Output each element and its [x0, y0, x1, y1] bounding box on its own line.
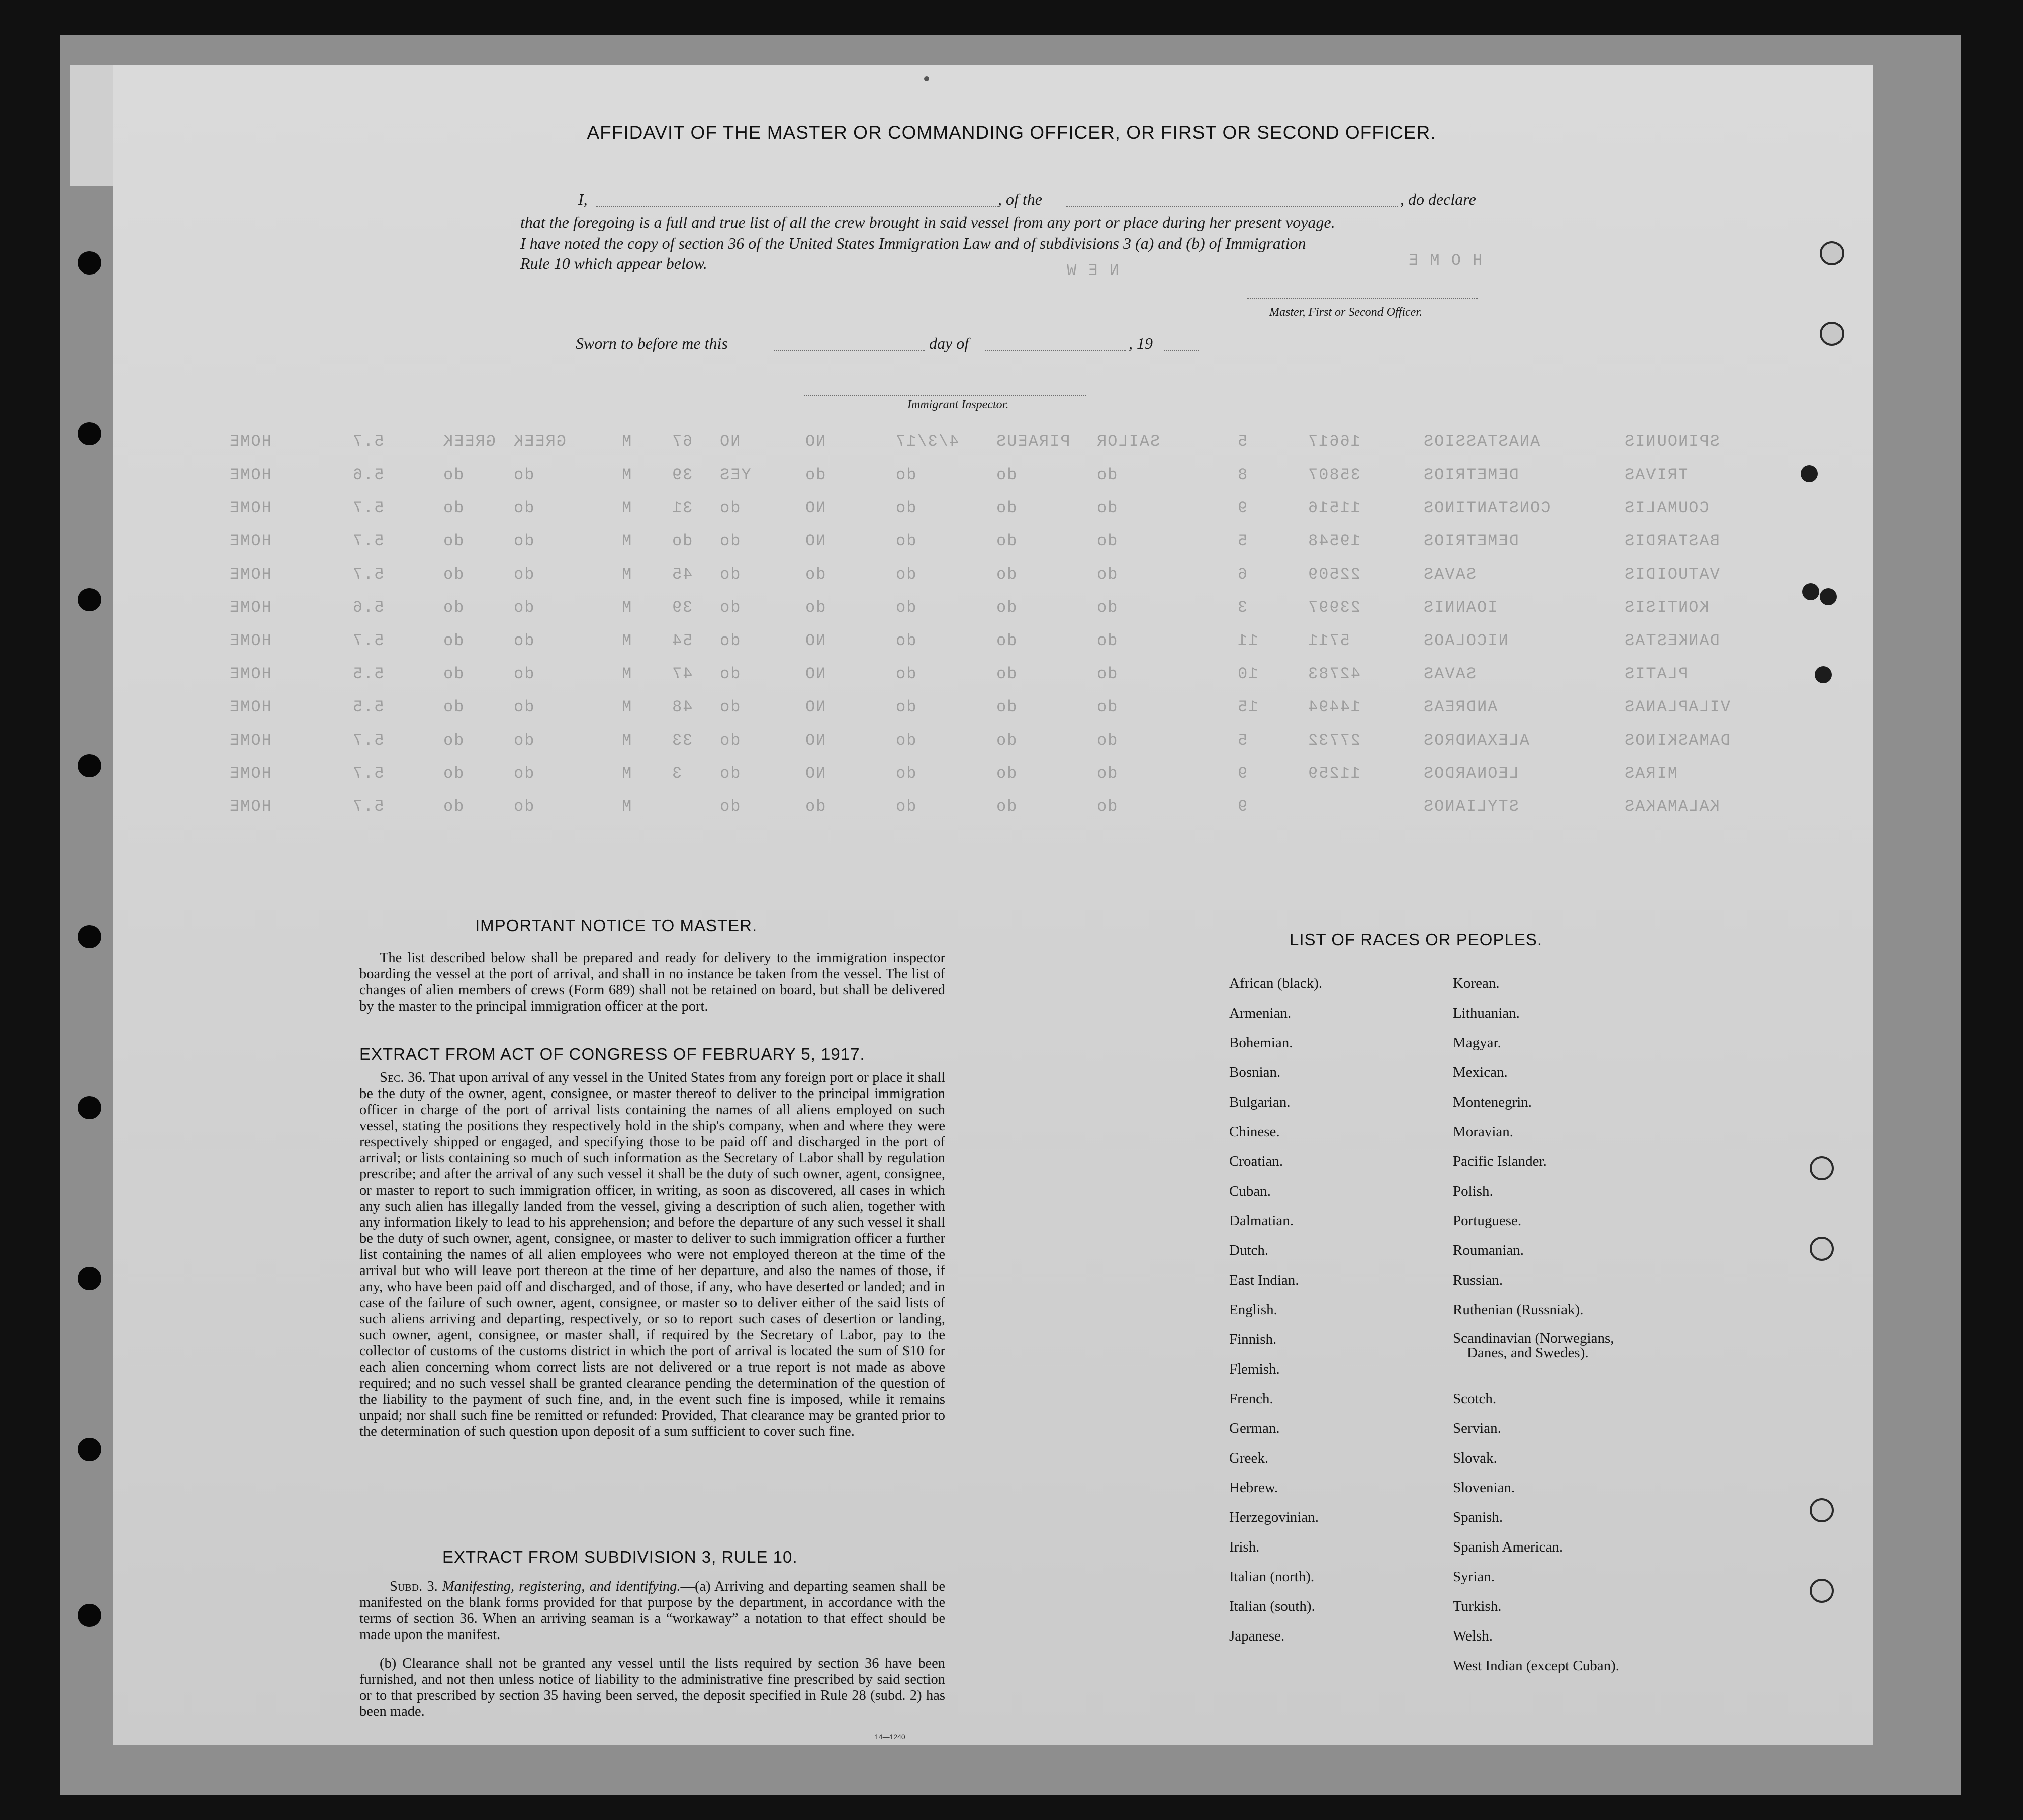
- bleed-through-cell: NO: [804, 698, 826, 716]
- race-item: Magyar.: [1453, 1035, 1501, 1051]
- rule-body-a: —(a) Arriving and departing seamen shall be manifested on the blank forms provided for that purpose by the department, in accordance with the terms of section 36. When an arriving seaman is a “workaway” a notation to that effect should be made upon the manifest.: [359, 1579, 945, 1643]
- bleed-through-cell: 5711: [1307, 631, 1350, 650]
- bleed-through-cell: do: [1096, 665, 1118, 683]
- race-item: Flemish.: [1229, 1361, 1280, 1377]
- binder-hole: [78, 925, 101, 948]
- bleed-through-cell: 5.7: [352, 764, 384, 783]
- race-item: Chinese.: [1229, 1124, 1280, 1140]
- affidavit-of-the: , of the: [998, 190, 1042, 208]
- bleed-through-cell: do: [513, 764, 534, 783]
- affidavit-do-declare: , do declare: [1400, 190, 1476, 208]
- bleed-through-cell: do: [804, 598, 826, 617]
- bleed-through-cell: COUMALIS: [1624, 499, 1709, 517]
- bleed-through-text: H O M E: [1408, 251, 1483, 270]
- bleed-through-cell: 33: [671, 731, 693, 750]
- bleed-through-cell: 9: [1237, 764, 1248, 783]
- bleed-through-cell: 22509: [1307, 565, 1361, 584]
- bleed-through-cell: do: [895, 565, 916, 584]
- race-item: Roumanian.: [1453, 1242, 1524, 1258]
- bleed-through-cell: 23997: [1307, 598, 1361, 617]
- binder-hole: [78, 251, 101, 275]
- affidavit-line-3: I have noted the copy of section 36 of the United States Immigration Law and of subdivisions 3 (a) and (b) of Immigration: [520, 234, 1306, 252]
- bleed-through-cell: 11516: [1307, 499, 1361, 517]
- race-item: Armenian.: [1229, 1005, 1292, 1021]
- bleed-through-cell: 14494: [1307, 698, 1361, 716]
- binder-hole: [78, 1604, 101, 1627]
- race-item: Turkish.: [1453, 1598, 1502, 1614]
- races-heading: LIST OF RACES OR PEOPLES.: [1290, 930, 1543, 949]
- races-column-1: [1229, 975, 1322, 1658]
- sworn-month-field[interactable]: [985, 350, 1126, 351]
- bleed-through-cell: HOME: [229, 764, 271, 783]
- bleed-through-cell: 5.7: [352, 432, 384, 451]
- race-item-scandinavian-line2: Danes, and Swedes).: [1467, 1345, 1589, 1361]
- bleed-through-cell: 48: [671, 698, 693, 716]
- bleed-through-cell: do: [442, 731, 464, 750]
- race-item: Servian.: [1453, 1420, 1501, 1436]
- day-of-label: day of: [929, 334, 969, 352]
- bleed-through-cell: do: [719, 698, 741, 716]
- bleed-through-cell: 4/3/17: [895, 432, 959, 451]
- bleed-through-cell: do: [804, 797, 826, 816]
- bleed-through-cell: 9: [1237, 499, 1248, 517]
- bleed-through-cell: NICOLAOS: [1423, 631, 1508, 650]
- bleed-through-text: N E W: [1066, 261, 1120, 280]
- bleed-through-cell: do: [442, 698, 464, 716]
- bleed-through-cell: IOANNIS: [1423, 598, 1498, 617]
- race-item: Welsh.: [1453, 1628, 1493, 1644]
- race-item: Bulgarian.: [1229, 1094, 1291, 1110]
- punch-hole: [1810, 1156, 1834, 1180]
- bleed-through-cell: NO: [804, 532, 826, 551]
- bleed-through-cell: do: [1096, 499, 1118, 517]
- bleed-through-cell: do: [719, 598, 741, 617]
- punch-mark: [1801, 465, 1818, 482]
- bleed-through-cell: 8: [1237, 466, 1248, 484]
- bleed-through-cell: 5.7: [352, 565, 384, 584]
- rule-subd-label: Subd. 3.: [390, 1579, 438, 1594]
- bleed-through-cell: NO: [804, 432, 826, 451]
- bleed-through-cell: do: [895, 731, 916, 750]
- race-item: French.: [1229, 1391, 1273, 1407]
- bleed-through-cell: HOME: [229, 698, 271, 716]
- act-body: That upon arrival of any vessel in the United States from any foreign port or place it shall be the duty of the owner, agent, consignee, or master thereof to deliver to the principal immigration officer in charge of the port of arrival lists containing the names of all aliens employed on such vessel, stating the positions they respectively hold in the ship's company, when and where they were respectively shipped or engaged, and specifying those to be paid off and discharged in the port of arrival; or lists containing so much of such information as the Secretary of Labor shall by regulation prescribe; and after the arrival of any such vessel it shall be the duty of such owner, agent, consignee, or master to report to such immigration officer, in writing, as soon as discovered, all cases in which any such alien has illegally landed from the vessel, giving a description of such alien, together with any information likely to lead to his apprehension; and before the departure of any such vessel it shall be the duty of such owner, agent, consignee, or master to deliver to such immigration officer a further list containing the names of all alien employees who were not employed thereon at the time of the arrival but who will leave port thereon at the time of her departure, and also the names of those, if any, who have been paid off and discharged, and of those, if any, who have deserted or landed; and in case of the failure of such owner, agent, consignee, or master so to deliver either of the said lists of such aliens arriving and departing, respectively, or so to report such cases of desertion or landing, such owner, agent, consignee, or master shall, if required by the Secretary of Labor, pay to the collector of customs of the customs district in which the port of arrival is located the sum of $10 for each alien concerning whom correct lists are not delivered or a true report is not made as above required; and no such vessel shall be granted clearance pending the determination of the question of the liability to the payment of such fine, and, in the event such fine is imposed, while it remains unpaid; nor shall such fine be remitted or refunded: Provided, That clearance may be granted prior to the determination of such question upon deposit of a sum sufficient to cover such fine.: [359, 1070, 945, 1439]
- bleed-through-cell: do: [995, 631, 1017, 650]
- affidavit-line-4: Rule 10 which appear below.: [520, 254, 707, 272]
- bleed-through-cell: M: [621, 532, 632, 551]
- punch-mark: [1815, 666, 1832, 683]
- bleed-through-cell: DEMETRIOS: [1423, 466, 1519, 484]
- bleed-through-cell: HOME: [229, 665, 271, 683]
- bleed-through-cell: LEONARDOS: [1423, 764, 1519, 783]
- rule-text-b: [359, 1656, 945, 1720]
- punch-hole: [1820, 322, 1844, 346]
- bleed-through-cell: do: [513, 466, 534, 484]
- bleed-through-cell: NO: [804, 731, 826, 750]
- bleed-through-cell: do: [1096, 532, 1118, 551]
- race-item: Dutch.: [1229, 1242, 1269, 1258]
- sworn-year-field[interactable]: [1164, 350, 1199, 351]
- bleed-through-cell: STYLIANOS: [1423, 797, 1519, 816]
- race-item: Spanish American.: [1453, 1539, 1564, 1555]
- bleed-through-cell: do: [719, 797, 741, 816]
- bleed-through-cell: do: [442, 598, 464, 617]
- bleed-through-cell: do: [895, 764, 916, 783]
- bleed-through-cell: 16617: [1307, 432, 1361, 451]
- race-item: Moravian.: [1453, 1124, 1513, 1140]
- bleed-through-cell: do: [1096, 466, 1118, 484]
- bleed-through-cell: HOME: [229, 499, 271, 517]
- race-item: African (black).: [1229, 975, 1323, 991]
- race-item: Italian (south).: [1229, 1598, 1315, 1614]
- bleed-through-cell: M: [621, 764, 632, 783]
- race-item: Mexican.: [1453, 1064, 1508, 1080]
- bleed-through-cell: do: [895, 698, 916, 716]
- bleed-through-cell: M: [621, 466, 632, 484]
- binder-hole: [78, 1438, 101, 1461]
- bleed-through-cell: M: [621, 698, 632, 716]
- bleed-through-cell: HOME: [229, 797, 271, 816]
- bleed-through-cell: 11: [1237, 631, 1258, 650]
- bleed-through-cell: do: [995, 665, 1017, 683]
- rule-text-a: [359, 1579, 945, 1643]
- bleed-through-cell: do: [719, 532, 741, 551]
- bleed-through-cell: do: [513, 797, 534, 816]
- bleed-through-cell: 5.7: [352, 532, 384, 551]
- bleed-through-cell: BASTARDIS: [1624, 532, 1720, 551]
- race-item: Pacific Islander.: [1453, 1153, 1547, 1169]
- inspector-label: Immigrant Inspector.: [907, 398, 1009, 411]
- bleed-through-cell: DAMASKINOS: [1624, 731, 1731, 750]
- bleed-through-cell: do: [1096, 598, 1118, 617]
- race-item: Montenegrin.: [1453, 1094, 1532, 1110]
- bleed-through-cell: do: [442, 532, 464, 551]
- act-heading: EXTRACT FROM ACT OF CONGRESS OF FEBRUARY 5, 1917.: [359, 1045, 865, 1063]
- rule-subd-title: Manifesting, registering, and identifying.: [442, 1579, 681, 1594]
- bleed-through-cell: 35807: [1307, 466, 1361, 484]
- race-item: East Indian.: [1229, 1272, 1299, 1288]
- race-item: Scotch.: [1453, 1391, 1497, 1407]
- punch-mark: [1820, 588, 1837, 605]
- bleed-through-cell: M: [621, 565, 632, 584]
- bleed-through-cell: HOME: [229, 432, 271, 451]
- bleed-through-cell: HOME: [229, 598, 271, 617]
- bleed-through-cell: DANKESTAS: [1624, 631, 1720, 650]
- master-name-field[interactable]: [596, 206, 998, 207]
- bleed-through-cell: do: [513, 631, 534, 650]
- bleed-through-cell: do: [1096, 698, 1118, 716]
- bleed-through-cell: do: [995, 731, 1017, 750]
- bleed-through-cell: HOME: [229, 565, 271, 584]
- act-text: [359, 1070, 945, 1440]
- master-signature-label: Master, First or Second Officer.: [1269, 306, 1422, 319]
- binder-hole: [78, 1267, 101, 1290]
- bleed-through-cell: M: [621, 631, 632, 650]
- bleed-through-cell: PLATIS: [1624, 665, 1688, 683]
- bleed-through-cell: HOME: [229, 631, 271, 650]
- bleed-through-cell: do: [719, 764, 741, 783]
- bleed-through-cell: do: [719, 631, 741, 650]
- bleed-through-cell: NO: [719, 432, 741, 451]
- bleed-through-cell: do: [1096, 797, 1118, 816]
- bleed-through-cell: SAVAS: [1423, 565, 1477, 584]
- bleed-through-cell: do: [513, 598, 534, 617]
- bleed-through-cell: M: [621, 665, 632, 683]
- bleed-through-cell: HOME: [229, 466, 271, 484]
- race-item: Croatian.: [1229, 1153, 1283, 1169]
- bleed-through-cell: do: [995, 466, 1017, 484]
- bleed-through-cell: 5.6: [352, 598, 384, 617]
- bleed-through-cell: 42783: [1307, 665, 1361, 683]
- bleed-through-cell: M: [621, 432, 632, 451]
- bleed-through-cell: do: [442, 565, 464, 584]
- bleed-through-cell: 15: [1237, 698, 1258, 716]
- race-item: Bohemian.: [1229, 1035, 1293, 1051]
- bleed-through-cell: GREEK: [513, 432, 567, 451]
- bleed-through-cell: 3: [1237, 598, 1248, 617]
- bleed-through-cell: 5: [1237, 731, 1248, 750]
- binder-hole: [78, 422, 101, 445]
- bleed-through-cell: 54: [671, 631, 693, 650]
- race-item: Bosnian.: [1229, 1064, 1281, 1080]
- race-item-scandinavian: [1453, 1331, 1664, 1391]
- act-section-label: Sec. 36.: [380, 1070, 426, 1085]
- bleed-through-cell: 39: [671, 466, 693, 484]
- bleed-through-cell: CONSTANTINOS: [1423, 499, 1551, 517]
- bleed-through-cell: do: [895, 499, 916, 517]
- bleed-through-cell: 5: [1237, 532, 1248, 551]
- bleed-through-cell: 5: [1237, 432, 1248, 451]
- vessel-name-field[interactable]: [1066, 206, 1398, 207]
- race-item: Syrian.: [1453, 1569, 1495, 1585]
- bleed-through-cell: do: [995, 764, 1017, 783]
- race-item: Hebrew.: [1229, 1480, 1278, 1496]
- bleed-through-cell: 10: [1237, 665, 1258, 683]
- bleed-through-cell: YES: [719, 466, 751, 484]
- bleed-through-cell: do: [442, 764, 464, 783]
- bleed-through-cell: 5.7: [352, 499, 384, 517]
- bleed-through-cell: do: [513, 532, 534, 551]
- bleed-through-cell: do: [719, 731, 741, 750]
- race-item: English.: [1229, 1302, 1277, 1318]
- bleed-through-cell: do: [1096, 764, 1118, 783]
- bleed-through-cell: do: [995, 532, 1017, 551]
- binder-hole: [78, 588, 101, 611]
- bleed-through-cell: NO: [804, 499, 826, 517]
- bleed-through-cell: do: [442, 665, 464, 683]
- bleed-through-cell: 6: [1237, 565, 1248, 584]
- bleed-through-cell: NO: [804, 665, 826, 683]
- bleed-through-cell: do: [804, 466, 826, 484]
- bleed-through-cell: do: [513, 665, 534, 683]
- notice-text: [359, 950, 945, 1015]
- bleed-through-cell: 5.7: [352, 631, 384, 650]
- bleed-through-cell: do: [895, 797, 916, 816]
- bleed-through-cell: do: [804, 565, 826, 584]
- bleed-through-cell: do: [442, 466, 464, 484]
- bleed-through-cell: do: [895, 532, 916, 551]
- race-item-scandinavian-line1: Scandinavian (Norwegians,: [1453, 1330, 1614, 1346]
- bleed-through-cell: PIRAEUS: [995, 432, 1070, 451]
- bleed-through-cell: 5.6: [352, 466, 384, 484]
- bleed-through-cell: SAVAS: [1423, 665, 1477, 683]
- bleed-through-cell: 5.5: [352, 665, 384, 683]
- bleed-through-cell: do: [895, 665, 916, 683]
- bleed-through-cell: do: [513, 698, 534, 716]
- bleed-through-cell: ANASTASSIOS: [1423, 432, 1540, 451]
- bleed-through-cell: ANDREAS: [1423, 698, 1498, 716]
- race-item: Slovenian.: [1453, 1480, 1515, 1496]
- bleed-through-cell: do: [995, 698, 1017, 716]
- punch-hole: [1820, 241, 1844, 265]
- bleed-through-cell: do: [442, 797, 464, 816]
- race-item: Irish.: [1229, 1539, 1260, 1555]
- bleed-through-cell: 9: [1237, 797, 1248, 816]
- bleed-through-cell: do: [671, 532, 693, 551]
- race-item: Portuguese.: [1453, 1213, 1522, 1229]
- punch-mark: [1802, 583, 1819, 600]
- bleed-through-cell: SPINOUNIS: [1624, 432, 1720, 451]
- bleed-through-cell: NO: [804, 764, 826, 783]
- bleed-through-cell: M: [621, 598, 632, 617]
- rule-body-b: (b) Clearance shall not be granted any vessel until the lists required by section 36 have been furnished, and not then unless notice of liability to the administrative fine prescribed by said section or to that prescribed by section 35 having been served, the deposit specified in Rule 28 (subd. 2) has been made.: [359, 1656, 945, 1719]
- bleed-through-cell: do: [719, 665, 741, 683]
- race-item: Polish.: [1453, 1183, 1493, 1199]
- bleed-through-cell: do: [513, 565, 534, 584]
- bleed-through-cell: M: [621, 797, 632, 816]
- notice-heading: IMPORTANT NOTICE TO MASTER.: [475, 916, 758, 935]
- bleed-through-cell: do: [719, 499, 741, 517]
- race-item: Cuban.: [1229, 1183, 1271, 1199]
- sworn-label: Sworn to before me this: [576, 334, 728, 352]
- bleed-through-cell: do: [995, 598, 1017, 617]
- race-item: Herzegovinian.: [1229, 1509, 1319, 1525]
- bleed-through-cell: VILAPLANAS: [1624, 698, 1731, 716]
- affidavit-line-2: that the foregoing is a full and true list of all the crew brought in said vessel from any port or place during her present voyage.: [520, 213, 1335, 231]
- bleed-through-cell: 27732: [1307, 731, 1361, 750]
- race-item: Greek.: [1229, 1450, 1269, 1466]
- bleed-through-cell: do: [995, 797, 1017, 816]
- bleed-through-cell: 5.5: [352, 698, 384, 716]
- bleed-through-cell: do: [513, 731, 534, 750]
- bleed-through-cell: do: [442, 631, 464, 650]
- inspector-signature-field[interactable]: [804, 395, 1086, 396]
- punch-hole: [1810, 1237, 1834, 1261]
- bleed-through-cell: TRIVAS: [1624, 466, 1688, 484]
- bleed-through-cell: 3: [671, 764, 682, 783]
- bleed-through-cell: do: [895, 466, 916, 484]
- bleed-through-cell: M: [621, 499, 632, 517]
- race-item: Spanish.: [1453, 1509, 1503, 1525]
- bleed-through-cell: 11259: [1307, 764, 1361, 783]
- notice-body: The list described below shall be prepared and ready for delivery to the immigration inspector boarding the vessel at the port of arrival, and shall in no instance be taken from the vessel. The list of changes of alien members of crews (Form 689) shall not be retained on board, but shall be delivered by the master to the principal immigration officer at the port.: [359, 950, 945, 1014]
- race-item: Slovak.: [1453, 1450, 1497, 1466]
- race-item: Lithuanian.: [1453, 1005, 1520, 1021]
- bleed-through-cell: 39: [671, 598, 693, 617]
- bleed-through-cell: 47: [671, 665, 693, 683]
- bleed-through-cell: do: [1096, 731, 1118, 750]
- binder-hole: [78, 1096, 101, 1119]
- bleed-through-cell: DEMETRIOS: [1423, 532, 1519, 551]
- bleed-through-cell: MIRAS: [1624, 764, 1678, 783]
- bleed-through-cell: 67: [671, 432, 693, 451]
- bleed-through-cell: ALEXANDROS: [1423, 731, 1530, 750]
- race-item: Finnish.: [1229, 1331, 1277, 1347]
- bleed-through-cell: 19548: [1307, 532, 1361, 551]
- race-item: Italian (north).: [1229, 1569, 1315, 1585]
- affidavit-i-label: I,: [578, 190, 588, 208]
- punch-hole: [1810, 1579, 1834, 1603]
- bleed-through-cell: do: [719, 565, 741, 584]
- bleed-through-cell: SAILOR: [1096, 432, 1160, 451]
- bleed-through-cell: do: [1096, 565, 1118, 584]
- bleed-through-cell: 45: [671, 565, 693, 584]
- sworn-day-field[interactable]: [774, 350, 925, 351]
- year-label: , 19: [1129, 334, 1153, 352]
- bleed-through-cell: HOME: [229, 532, 271, 551]
- bleed-through-cell: VATUOIDIS: [1624, 565, 1720, 584]
- bleed-through-cell: do: [513, 499, 534, 517]
- bleed-through-cell: M: [621, 731, 632, 750]
- bleed-through-cell: 31: [671, 499, 693, 517]
- bleed-through-cell: do: [895, 598, 916, 617]
- race-item: Dalmatian.: [1229, 1213, 1294, 1229]
- bleed-through-cell: NO: [804, 631, 826, 650]
- rule-heading: EXTRACT FROM SUBDIVISION 3, RULE 10.: [442, 1548, 798, 1566]
- races-column-2: [1453, 975, 1664, 1687]
- master-signature-field[interactable]: [1247, 298, 1478, 299]
- binder-hole: [78, 754, 101, 777]
- bleed-through-cell: do: [995, 565, 1017, 584]
- bleed-through-cell: do: [1096, 631, 1118, 650]
- bleed-through-cell: do: [995, 499, 1017, 517]
- bleed-through-cell: do: [442, 499, 464, 517]
- affidavit-title: AFFIDAVIT OF THE MASTER OR COMMANDING OFFICER, OR FIRST OR SECOND OFFICER.: [587, 122, 1436, 143]
- race-item: German.: [1229, 1420, 1280, 1436]
- race-item: West Indian (except Cuban).: [1453, 1658, 1620, 1674]
- bleed-through-cell: KALAMAKAS: [1624, 797, 1720, 816]
- race-item: Japanese.: [1229, 1628, 1285, 1644]
- bleed-through-cell: do: [895, 631, 916, 650]
- race-item: Korean.: [1453, 975, 1500, 991]
- race-item: Russian.: [1453, 1272, 1503, 1288]
- punch-hole: [1810, 1498, 1834, 1522]
- bleed-through-cell: 5.7: [352, 731, 384, 750]
- form-number: 14—1240: [875, 1733, 905, 1741]
- bleed-through-cell: KONTISIS: [1624, 598, 1709, 617]
- bleed-through-cell: 5.7: [352, 797, 384, 816]
- page-marker: [924, 76, 929, 81]
- bleed-through-cell: GREEK: [442, 432, 496, 451]
- bleed-through-cell: HOME: [229, 731, 271, 750]
- race-item: Ruthenian (Russniak).: [1453, 1302, 1584, 1318]
